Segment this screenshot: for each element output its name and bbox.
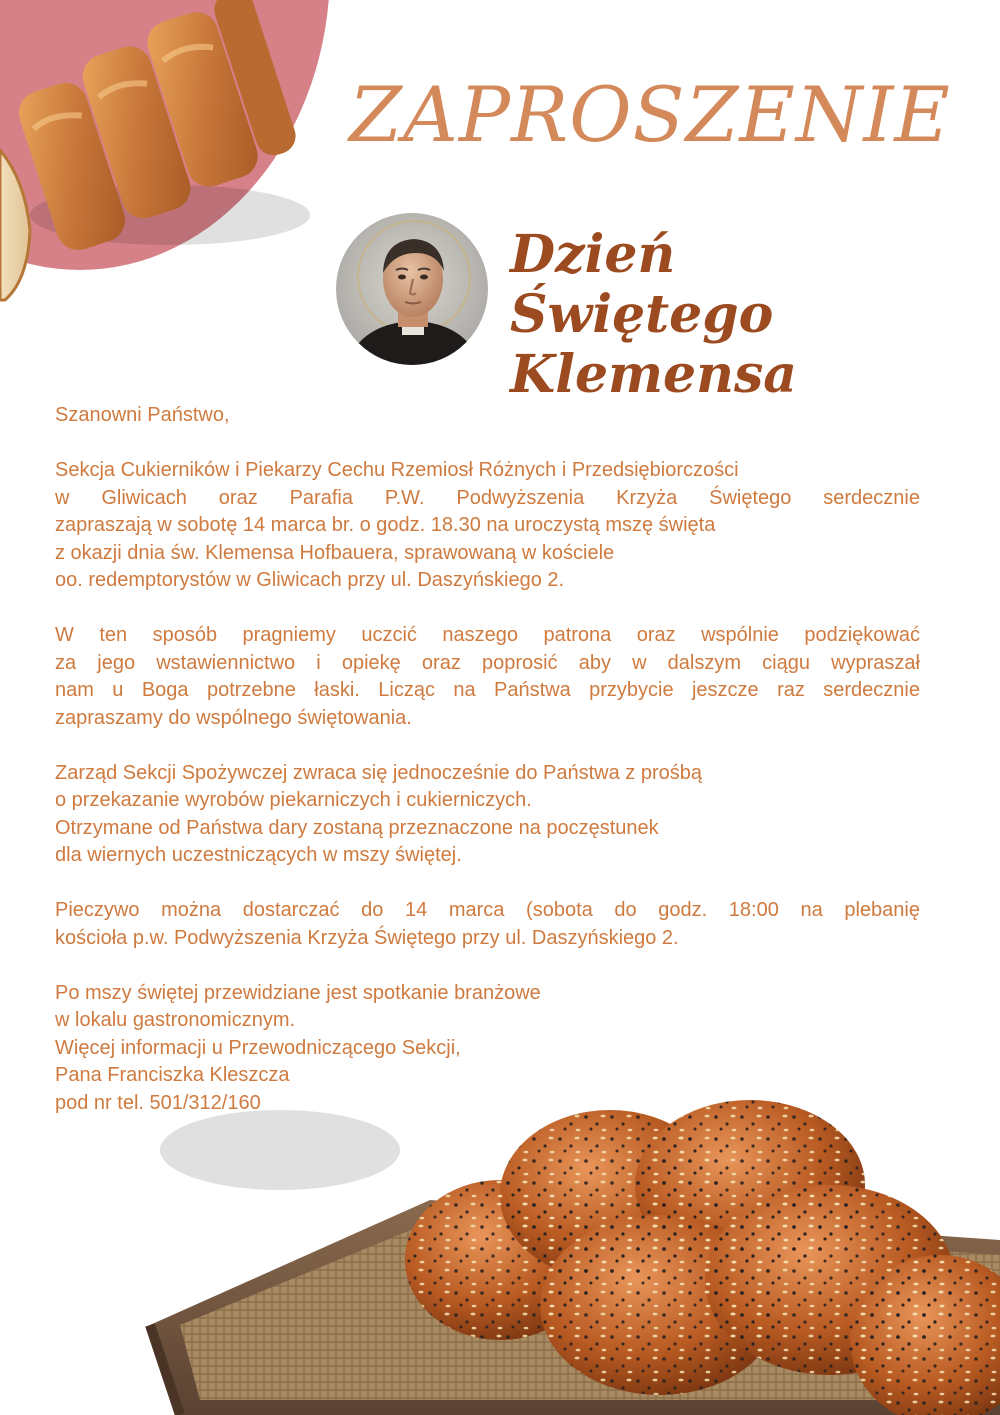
letter-line: w Gliwicach oraz Parafia P.W. Podwyższenia Krzyża Świętego serdecznie [55,486,920,509]
letter-paragraph-2 [55,622,920,732]
letter-line: z okazji dnia św. Klemensa Hofbauera, sprawowaną w kościele [55,541,615,564]
letter-line: Sekcja Cukierników i Piekarzy Cechu Rzemiosł Różnych i Przedsiębiorczości [55,459,739,481]
letter-line: W ten sposób pragniemy uczcić naszego patrona oraz wspólnie podziękować [55,624,920,646]
event-name [510,225,950,405]
letter-line: zapraszają w sobotę 14 marca br. o godz. 18.30 na uroczystą mszę święta [55,514,716,536]
saint-portrait-image [336,213,488,365]
letter-line: Zarząd Sekcji Spożywczej zwraca się jednocześnie do Państwa z prośbą [55,761,702,784]
letter-greeting: Szanowni Państwo, [55,404,230,426]
letter-line: o przekazanie wyrobów piekarniczych i cukierniczych. [55,789,532,811]
letter-line: Pieczywo można dostarczać do 14 marca (sobota do godz. 18:00 na plebanię [55,899,920,921]
letter-line: za jego wstawiennictwo i opiekę oraz poprosić aby w dalszym ciągu wypraszał [55,651,920,674]
letter-line: nam u Boga potrzebne łaski. Licząc na Państwa przybycie jeszcze raz serdecznie [55,679,920,701]
letter-line: oo. redemptorystów w Gliwicach przy ul. Daszyńskiego 2. [55,569,565,591]
letter-line: Po mszy świętej przewidziane jest spotkanie branżowe [55,981,541,1004]
sliced-baguette-image [0,0,320,310]
letter-line: Więcej informacji u Przewodniczącego Sekcji, [55,1036,461,1059]
contact-phone: pod nr tel. 501/312/160 [55,1091,261,1114]
letter-line: w lokalu gastronomicznym. [55,1009,296,1031]
letter-line: dla wiernych uczestniczących w mszy świętej. [55,844,462,866]
letter-line: Pana Franciszka Kleszcza [55,1064,290,1086]
letter-line: zapraszamy do wspólnego świętowania. [55,706,412,729]
invitation-letter [55,402,920,1145]
event-name-line-2: Klemensa [510,344,797,405]
event-name-line-1: Dzień Świętego [510,224,774,345]
braided-challah-image [140,1090,1000,1415]
letter-paragraph-1 [55,457,920,595]
letter-paragraph-4 [55,897,920,952]
letter-line: Otrzymane od Państwa dary zostaną przeznaczone na poczęstunek [55,816,659,839]
invitation-title: ZAPROSZENIE [349,70,951,159]
letter-paragraph-3 [55,760,920,870]
letter-line: kościoła p.w. Podwyższenia Krzyża Świętego przy ul. Daszyńskiego 2. [55,926,679,949]
